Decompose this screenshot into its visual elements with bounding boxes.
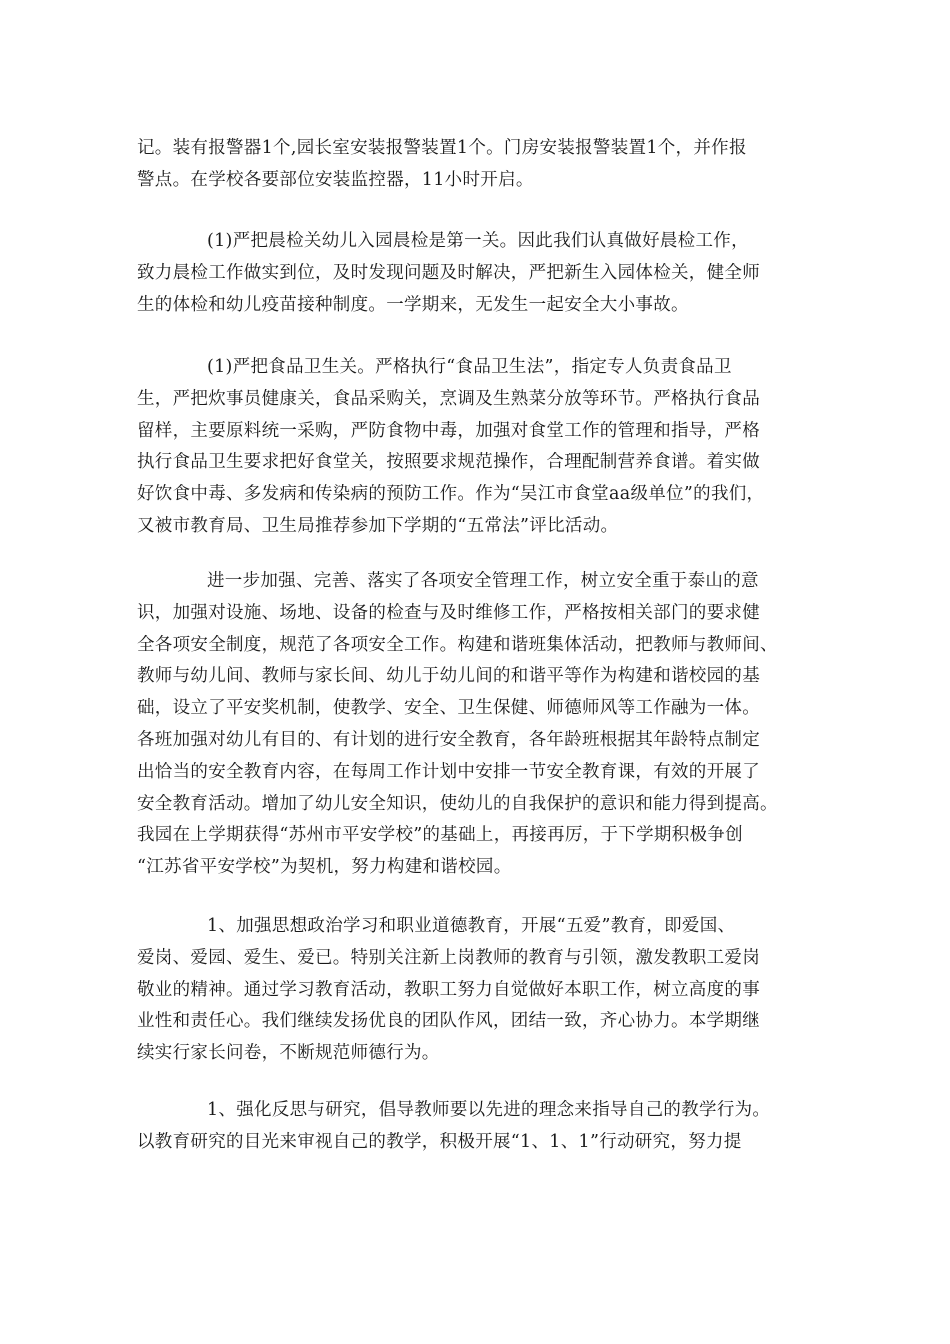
text-line: 续实行家长问卷，不断规范师德行为。 (137, 1043, 440, 1064)
text-line: 1、强化反思与研究，倡导教师要以先进的理念来指导自己的教学行为。 (207, 1100, 771, 1120)
text-line: 致力晨检工作做实到位，及时发现问题及时解决，严把新生入园体检关，健全师 (137, 262, 760, 283)
text-line: 留样，主要原料统一采购，严防食物中毒，加强对食堂工作的管理和指导，严格 (137, 420, 760, 441)
paragraph-safety-management (137, 566, 827, 884)
paragraph-ethics-education (137, 911, 827, 1070)
text-line: 生，严把炊事员健康关，食品采购关，烹调及生熟菜分放等环节。严格执行食品 (137, 388, 760, 409)
text-line: 敬业的精神。通过学习教育活动，教职工努力自觉做好本职工作，树立高度的事 (137, 979, 760, 1000)
text-line: 业性和责任心。我们继续发扬优良的团队作风，团结一致，齐心协力。本学期继 (137, 1011, 760, 1032)
paragraph-teaching-research (137, 1095, 827, 1159)
text-line: 爱岗、爱园、爱生、爱已。特别关注新上岗教师的教育与引领，激发教职工爱岗 (137, 947, 760, 968)
text-line: 安全教育活动。增加了幼儿安全知识，使幼儿的自我保护的意识和能力得到提高。 (137, 793, 778, 814)
paragraph-food-hygiene (137, 352, 827, 543)
text-line: 以教育研究的目光来审视自己的教学，积极开展“1、1、1”行动研究，努力提 (137, 1131, 742, 1152)
paragraph-morning-check (137, 226, 827, 321)
text-line: 教师与幼儿间、教师与家长间、幼儿于幼儿间的和谐平等作为构建和谐校园的基 (137, 666, 760, 687)
text-line: 各班加强对幼儿有目的、有计划的进行安全教育，各年龄班根据其年龄特点制定 (137, 729, 760, 750)
text-line: 生的体检和幼儿疫苗接种制度。一学期来，无发生一起安全大小事故。 (137, 294, 689, 315)
text-line: 好饮食中毒、多发病和传染病的预防工作。作为“吴江市食堂aa级单位”的我们， (137, 484, 765, 505)
text-line: 全各项安全制度，规范了各项安全工作。构建和谐班集体活动，把教师与教师间、 (137, 634, 778, 655)
text-line: (1)严把食品卫生关。严格执行“食品卫生法”，指定专人负责食品卫 (207, 357, 732, 377)
text-line: 又被市教育局、卫生局推荐参加下学期的“五常法”评比活动。 (137, 515, 619, 536)
text-line: “江苏省平安学校”为契机，努力构建和谐校园。 (137, 857, 512, 878)
text-line: 础，设立了平安奖机制，使教学、安全、卫生保健、师德师风等工作融为一体。 (137, 698, 760, 719)
text-line: 进一步加强、完善、落实了各项安全管理工作，树立安全重于泰山的意 (207, 571, 759, 591)
text-line: 识，加强对设施、场地、设备的检查与及时维修工作，严格按相关部门的要求健 (137, 602, 760, 623)
text-line: 记。装有报警器1个,园长室安装报警装置1个。门房安装报警装置1个，并作报 (137, 138, 747, 158)
text-line: 执行食品卫生要求把好食堂关，按照要求规范操作，合理配制营养食谱。着实做 (137, 452, 760, 473)
text-line: 警点。在学校各要部位安装监控器，11小时开启。 (137, 169, 534, 190)
text-line: 我园在上学期获得“苏州市平安学校”的基础上，再接再厉，于下学期积极争创 (137, 825, 743, 846)
text-line: (1)严把晨检关幼儿入园晨检是第一关。因此我们认真做好晨检工作， (207, 231, 749, 251)
text-line: 出恰当的安全教育内容，在每周工作计划中安排一节安全教育课，有效的开展了 (137, 761, 760, 782)
paragraph-alarm-devices (137, 133, 827, 197)
text-line: 1、加强思想政治学习和职业道德教育，开展“五爱”教育，即爱国、 (207, 916, 736, 936)
